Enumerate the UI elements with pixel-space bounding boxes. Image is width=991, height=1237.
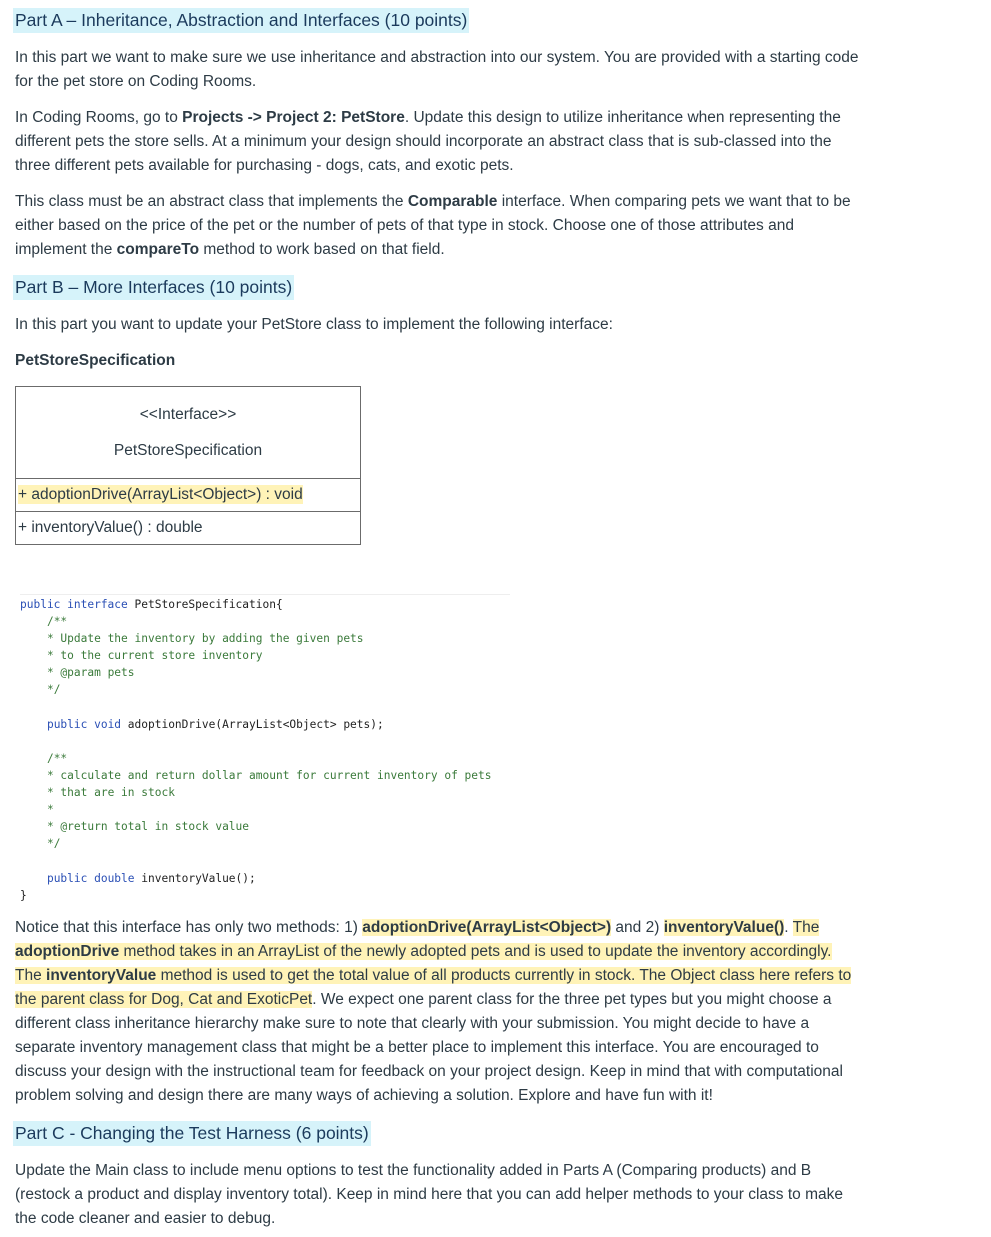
part-a-paragraph-3: This class must be an abstract class that implements the Comparable interface. When comparing pets we want that to be either based on the price of the pet or the number of pets of that type in stock. Choose one of those attributes and implement the compareTo method to work based on that field. [15,193,851,258]
uml-interface-name: PetStoreSpecification [113,442,263,459]
spec-title: PetStoreSpecification [15,352,176,369]
part-c-paragraph-1: Update the Main class to include menu options to test the functionality added in Parts A (Comparing products) and B (restock a product and display inventory total). Keep in mind here that you can add helper methods to your class to make the code cleaner and easier to debug. [15,1162,843,1227]
part-c-heading: Part C - Changing the Test Harness (6 points) [13,1121,371,1146]
part-a-paragraph-1: In this part we want to make sure we use inheritance and abstraction into our system. You are provided with a starting code for the pet store on Coding Rooms. [15,49,859,90]
interface-code-block: public interface PetStoreSpecification{ /** * Update the inventory by adding the given pets * to the current store inventory * @param pets */ public void adoptionDrive(ArrayList<Object> pets); /** * calculate and return dollar amount for current inventory of pets * that are in stock * * @return total in stock value */ public double inventoryValue(); } [20,594,510,904]
uml-header [16,387,360,479]
part-b-heading: Part B – More Interfaces (10 points) [13,275,294,300]
uml-interface-box [15,386,361,545]
uml-method-inventory-value: + inventoryValue() : double [16,511,360,544]
part-b-paragraph-1: In this part you want to update your PetStore class to implement the following interface: [15,316,613,333]
part-b-notice-paragraph: Notice that this interface has only two methods: 1) adoptionDrive(ArrayList<Object>) and 2) inventoryValue(). The adoptionDrive method takes in an ArrayList of the newly adopted pets and is used to update the inventory accordingly. The inventoryValue method is used to get the total value of all products currently in stock. The Object class here refers to the parent class for Dog, Cat and ExoticPet. We expect one parent class for the three pet types but you might choose a different class inheritance hierarchy make sure to note that clearly with your submission. You might decide to have a separate inventory management class that might be a better place to implement this interface. You are encouraged to discuss your design with the instructional team for feedback on your project design. Keep in mind that with computational problem solving and design there are many ways of achieving a solution. Explore and have fun with it! [15,919,852,1104]
part-a-paragraph-2: In Coding Rooms, go to Projects -> Project 2: PetStore. Update this design to utilize inheritance when representing the different pets the store sells. At a minimum your design should incorporate an abstract class that is sub-classed into the three different pets available for purchasing - dogs, cats, and exotic pets. [15,109,841,174]
uml-stereotype: <<Interface>> [139,406,237,423]
part-a-heading: Part A – Inheritance, Abstraction and Interfaces (10 points) [13,8,469,33]
uml-method-adoption-drive: + adoptionDrive(ArrayList<Object>) : void [18,486,303,503]
